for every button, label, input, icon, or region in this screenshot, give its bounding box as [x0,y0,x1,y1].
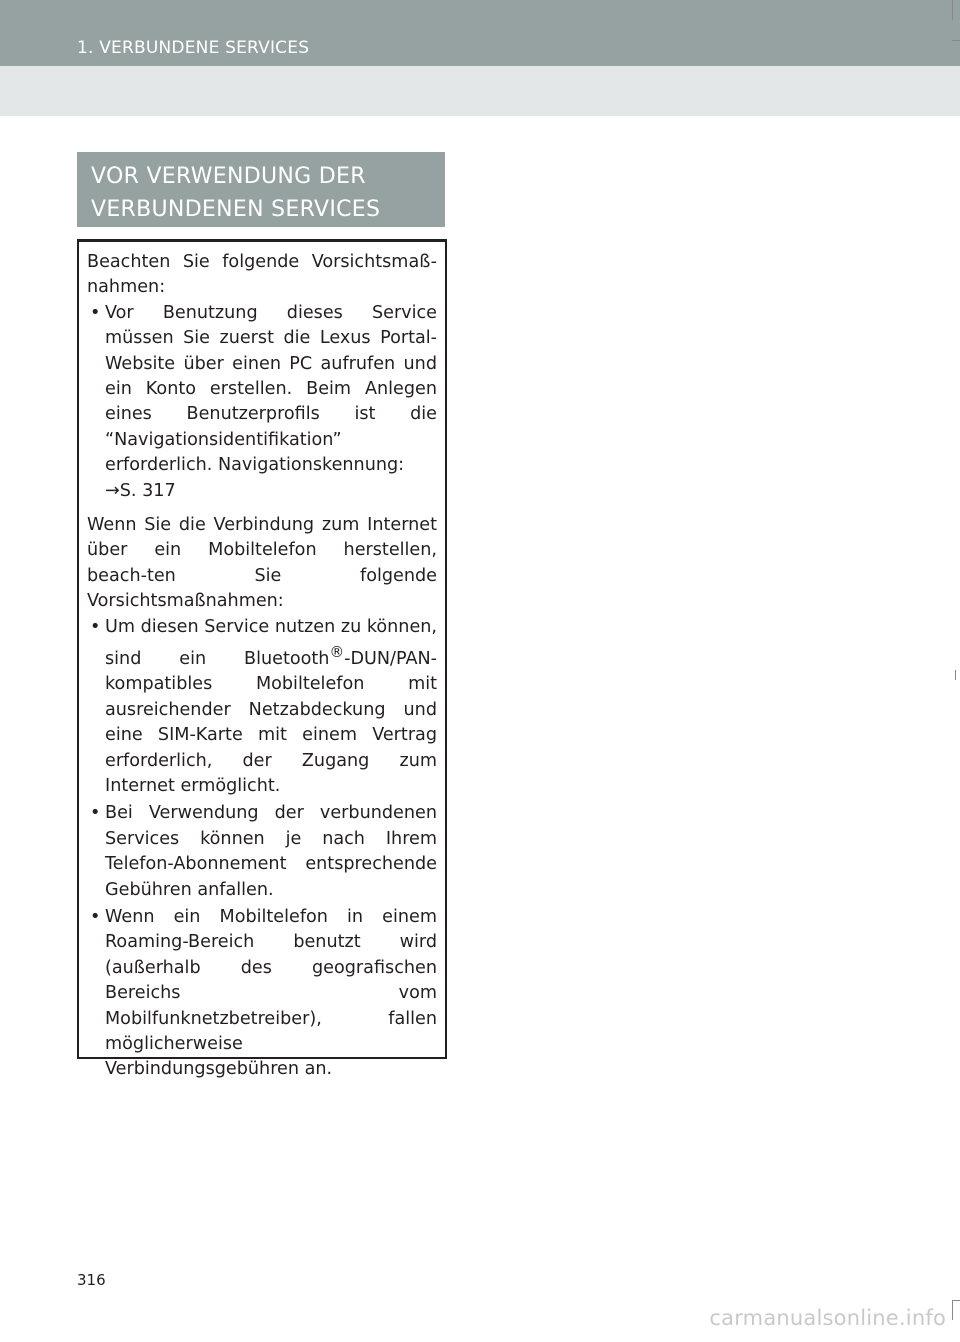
page-reference: →S. 317 [105,480,176,501]
notice-bullets-1 [87,301,437,504]
bullet-text: Bei Verwendung der verbundenen Services können je nach Ihrem Telefon-Abonnement entsprechende Gebühren anfallen. [105,803,437,900]
notice-bullets-2 [87,615,437,1083]
bullet-icon: • [90,616,101,637]
chapter-title: 1. VERBUNDENE SERVICES [77,38,310,58]
list-item [87,615,437,800]
list-item [87,801,437,903]
bullet-icon: • [90,907,101,928]
notice-paragraph-2: Wenn Sie die Verbindung zum Internet über ein Mobiltelefon herstellen, beach-ten Sie folgende Vorsichtsmaßnahmen: [87,515,437,612]
crop-mark [952,40,960,41]
section-title: VOR VERWENDUNG DER VERBUNDENEN SERVICES [77,152,445,227]
watermark: carmanualsonline.info [709,1306,946,1330]
list-item [87,905,437,1083]
page-number: 316 [77,1271,106,1289]
bullet-icon: • [90,803,101,824]
bullet-text: Vor Benutzung dieses Service müssen Sie zuerst die Lexus Portal-Website über einen PC aufrufen und ein Konto erstellen. Beim Anlegen eines Benutzerprofils ist die “Navigationsidentifikation” erforderlich. Navigationskennung: [105,302,437,476]
registered-mark: ® [329,644,345,662]
crop-mark [952,0,953,20]
bullet-text: -DUN/PAN-kompatibles Mobiltelefon mit ausreichender Netzabdeckung und eine SIM-Karte mit einem Vertrag erforderlich, der Zugang zum Internet ermöglicht. [105,648,437,796]
list-item [87,301,437,504]
bullet-icon: • [90,302,101,323]
crop-mark [952,1300,960,1301]
notice-box [77,239,447,1080]
crop-mark [955,670,956,680]
bullet-text: Um diesen Service nutzen zu können, sind ein Bluetooth [105,616,438,669]
notice-intro: Beachten Sie folgende Vorsichtsmaß-nahmen: [87,252,437,298]
bullet-text: Wenn ein Mobiltelefon in einem Roaming-Bereich benutzt wird (außerhalb des geografischen Bereichs vom Mobilfunknetzbetreiber), fallen möglicherweise Verbindungsgebühren an. [105,907,437,1080]
crop-mark [952,1300,953,1320]
header-sub-band [0,66,960,116]
